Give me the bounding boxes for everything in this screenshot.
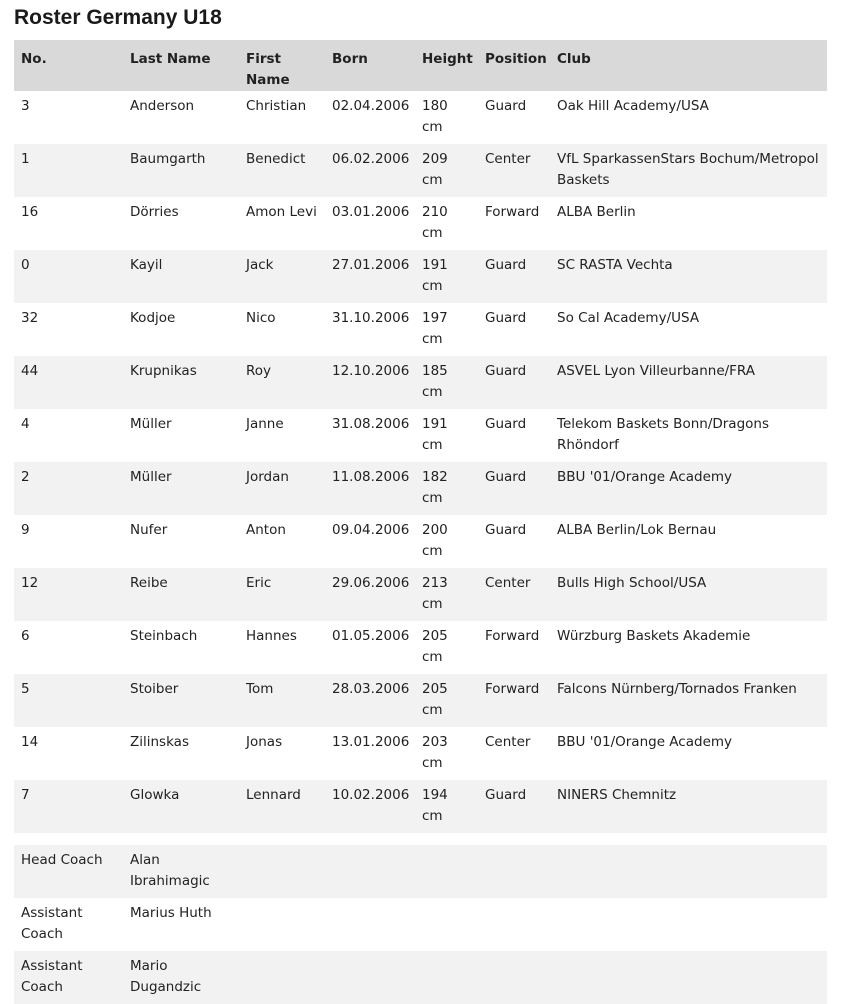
player-first-name: Eric [239, 568, 325, 621]
player-last-name: Müller [123, 409, 239, 462]
staff-name: Marius Huth [123, 898, 239, 951]
roster-table-header [14, 40, 827, 91]
player-height: 203 cm [415, 727, 478, 780]
table-row [14, 727, 827, 780]
player-number: 44 [14, 356, 123, 409]
staff-row [14, 951, 827, 1004]
staff-empty [239, 898, 827, 951]
table-row [14, 303, 827, 356]
player-position: Guard [478, 462, 550, 515]
player-last-name: Dörries [123, 197, 239, 250]
player-born: 09.04.2006 [325, 515, 415, 568]
player-position: Guard [478, 356, 550, 409]
player-last-name: Steinbach [123, 621, 239, 674]
player-born: 29.06.2006 [325, 568, 415, 621]
player-born: 28.03.2006 [325, 674, 415, 727]
spacer-cell [14, 833, 827, 845]
player-club: BBU '01/Orange Academy [550, 727, 827, 780]
staff-empty [239, 951, 827, 1004]
player-height: 180 cm [415, 91, 478, 144]
header-position: Position [478, 40, 550, 91]
player-position: Center [478, 568, 550, 621]
player-height: 197 cm [415, 303, 478, 356]
player-club: ALBA Berlin [550, 197, 827, 250]
player-first-name: Jack [239, 250, 325, 303]
player-club: SC RASTA Vechta [550, 250, 827, 303]
player-last-name: Zilinskas [123, 727, 239, 780]
player-last-name: Nufer [123, 515, 239, 568]
player-number: 2 [14, 462, 123, 515]
player-height: 205 cm [415, 674, 478, 727]
player-position: Guard [478, 250, 550, 303]
player-club: Falcons Nürnberg/Tornados Franken [550, 674, 827, 727]
player-first-name: Jordan [239, 462, 325, 515]
table-row [14, 356, 827, 409]
player-number: 14 [14, 727, 123, 780]
player-number: 5 [14, 674, 123, 727]
staff-role: Head Coach [14, 845, 123, 898]
table-row [14, 568, 827, 621]
page-title: Roster Germany U18 [14, 6, 222, 29]
table-row [14, 91, 827, 144]
player-last-name: Baumgarth [123, 144, 239, 197]
player-height: 191 cm [415, 409, 478, 462]
player-position: Forward [478, 621, 550, 674]
header-club: Club [550, 40, 827, 91]
header-first-name: First Name [239, 40, 325, 91]
player-club: Würzburg Baskets Akademie [550, 621, 827, 674]
player-born: 31.08.2006 [325, 409, 415, 462]
section-spacer [14, 833, 827, 845]
player-position: Guard [478, 409, 550, 462]
table-row [14, 621, 827, 674]
staff-name: Mario Dugandzic [123, 951, 239, 1004]
table-row [14, 780, 827, 833]
player-number: 32 [14, 303, 123, 356]
player-first-name: Jonas [239, 727, 325, 780]
header-height: Height [415, 40, 478, 91]
staff-empty [239, 845, 827, 898]
staff-role: Assistant Coach [14, 951, 123, 1004]
player-number: 3 [14, 91, 123, 144]
player-number: 4 [14, 409, 123, 462]
player-height: 191 cm [415, 250, 478, 303]
player-born: 13.01.2006 [325, 727, 415, 780]
table-row [14, 515, 827, 568]
player-height: 194 cm [415, 780, 478, 833]
table-row [14, 197, 827, 250]
player-born: 27.01.2006 [325, 250, 415, 303]
player-first-name: Anton [239, 515, 325, 568]
player-height: 185 cm [415, 356, 478, 409]
player-club: Oak Hill Academy/USA [550, 91, 827, 144]
player-first-name: Christian [239, 91, 325, 144]
player-club: Telekom Baskets Bonn/Dragons Rhöndorf [550, 409, 827, 462]
player-height: 209 cm [415, 144, 478, 197]
header-last-name: Last Name [123, 40, 239, 91]
player-height: 182 cm [415, 462, 478, 515]
staff-row [14, 898, 827, 951]
player-club: VfL SparkassenStars Bochum/Metropol Baskets [550, 144, 827, 197]
player-born: 03.01.2006 [325, 197, 415, 250]
player-born: 10.02.2006 [325, 780, 415, 833]
player-last-name: Krupnikas [123, 356, 239, 409]
player-first-name: Roy [239, 356, 325, 409]
table-row [14, 144, 827, 197]
player-club: NINERS Chemnitz [550, 780, 827, 833]
player-height: 213 cm [415, 568, 478, 621]
player-first-name: Amon Levi [239, 197, 325, 250]
player-height: 210 cm [415, 197, 478, 250]
player-last-name: Reibe [123, 568, 239, 621]
player-club: Bulls High School/USA [550, 568, 827, 621]
player-last-name: Anderson [123, 91, 239, 144]
table-row [14, 409, 827, 462]
player-position: Center [478, 144, 550, 197]
table-row [14, 674, 827, 727]
table-row [14, 462, 827, 515]
header-born: Born [325, 40, 415, 91]
player-first-name: Janne [239, 409, 325, 462]
player-born: 01.05.2006 [325, 621, 415, 674]
staff-row [14, 845, 827, 898]
player-number: 1 [14, 144, 123, 197]
staff-role: Assistant Coach [14, 898, 123, 951]
player-last-name: Glowka [123, 780, 239, 833]
player-position: Guard [478, 303, 550, 356]
player-first-name: Hannes [239, 621, 325, 674]
player-position: Guard [478, 515, 550, 568]
player-position: Guard [478, 780, 550, 833]
player-last-name: Kodjoe [123, 303, 239, 356]
player-club: ASVEL Lyon Villeurbanne/FRA [550, 356, 827, 409]
table-row [14, 250, 827, 303]
player-position: Forward [478, 674, 550, 727]
player-height: 200 cm [415, 515, 478, 568]
roster-table [14, 40, 827, 1004]
player-first-name: Tom [239, 674, 325, 727]
player-number: 16 [14, 197, 123, 250]
player-number: 6 [14, 621, 123, 674]
player-number: 0 [14, 250, 123, 303]
player-born: 31.10.2006 [325, 303, 415, 356]
player-first-name: Lennard [239, 780, 325, 833]
player-number: 9 [14, 515, 123, 568]
player-position: Guard [478, 91, 550, 144]
player-last-name: Stoiber [123, 674, 239, 727]
header-no: No. [14, 40, 123, 91]
player-born: 11.08.2006 [325, 462, 415, 515]
player-first-name: Nico [239, 303, 325, 356]
roster-table-body [14, 91, 827, 1004]
player-number: 7 [14, 780, 123, 833]
player-club: ALBA Berlin/Lok Bernau [550, 515, 827, 568]
player-first-name: Benedict [239, 144, 325, 197]
staff-name: Alan Ibrahimagic [123, 845, 239, 898]
player-born: 12.10.2006 [325, 356, 415, 409]
player-number: 12 [14, 568, 123, 621]
player-club: So Cal Academy/USA [550, 303, 827, 356]
player-born: 06.02.2006 [325, 144, 415, 197]
player-last-name: Müller [123, 462, 239, 515]
player-last-name: Kayil [123, 250, 239, 303]
player-club: BBU '01/Orange Academy [550, 462, 827, 515]
player-position: Forward [478, 197, 550, 250]
player-born: 02.04.2006 [325, 91, 415, 144]
player-height: 205 cm [415, 621, 478, 674]
player-position: Center [478, 727, 550, 780]
